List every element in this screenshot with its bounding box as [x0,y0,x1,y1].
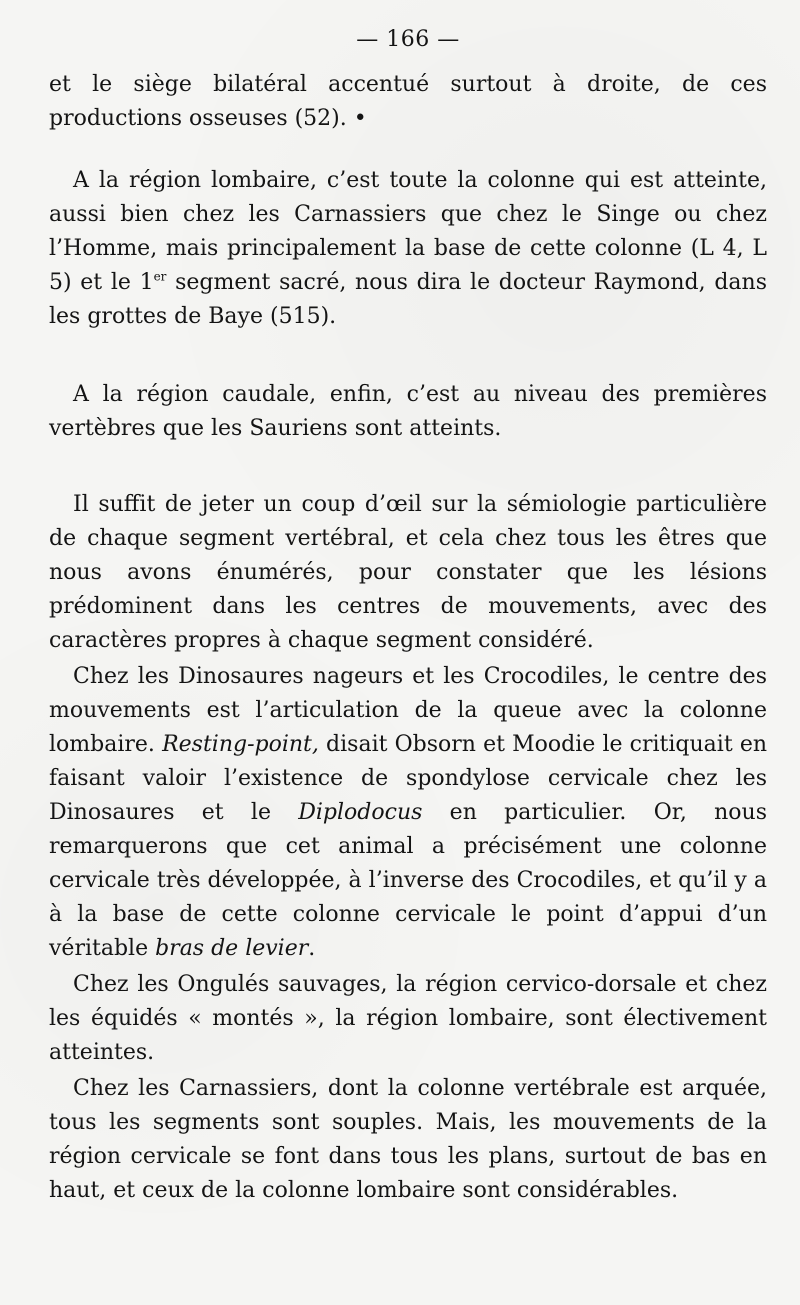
paragraph-5-text-3: en particulier. Or, nous remarquerons que cet animal a précisément une colonne cervicale très développée, à l’inverse des Crocodiles, et qu’il y a à la base de cette colonne cervicale le point d’appui d’un véritable [49,800,767,961]
paragraph-5-italic-resting-point: Resting-point, [162,732,319,757]
paragraph-5-italic-bras-de-levier: bras de levier [155,936,309,961]
paragraph-2 [49,164,767,334]
paragraph-5-italic-diplodocus: Diplodocus [298,800,423,825]
paragraph-2-text-after-superscript: segment sacré, nous dira le docteur Raymond, dans les grottes de Baye (515). [49,270,767,329]
paragraph-5-text-4: . [308,936,316,961]
paragraph-5-text-1: Chez les Dinosaures nageurs et les Crocodiles, le centre des mouvements est l’articulation de la queue avec la colonne lombaire. [49,664,767,757]
page-number: — 166 — [356,27,460,52]
paragraph-7: Chez les Carnassiers, dont la colonne vertébrale est arquée, tous les segments sont souples. Mais, les mouvements de la région cervicale se font dans tous les plans, surtout de bas en haut, et ceux de la colonne lombaire sont considérables. [49,1076,767,1203]
paragraph-5-text-2: disait Obsorn et Moodie le critiquait en faisant valoir l’existence de spondylose cervicale chez les Dinosaures et le [49,732,768,825]
paragraph-5 [49,660,767,966]
paragraph-3: A la région caudale, enfin, c’est au niveau des premières vertèbres que les Sauriens sont atteints. [49,382,767,441]
paragraph-2-text-before-superscript: A la région lombaire, c’est toute la colonne qui est atteinte, aussi bien chez les Carnassiers que chez le Singe ou chez l’Homme, mais principalement la base de cette colonne (L 4, L 5) et le 1 [49,168,767,295]
paragraph-1: et le siège bilatéral accentué surtout à droite, de ces productions osseuses (52). • [49,72,767,131]
paragraph-6: Chez les Ongulés sauvages, la région cervico-dorsale et chez les équidés « montés », la région lombaire, sont électivement atteintes. [49,972,767,1065]
paragraph-2-superscript: er [153,269,167,284]
paragraph-4: Il suffit de jeter un coup d’œil sur la sémiologie particulière de chaque segment vertébral, et cela chez tous les êtres que nous avons énumérés, pour constater que les lésions prédominent dans les centres de mouvements, avec des caractères propres à chaque segment considéré. [49,492,767,653]
